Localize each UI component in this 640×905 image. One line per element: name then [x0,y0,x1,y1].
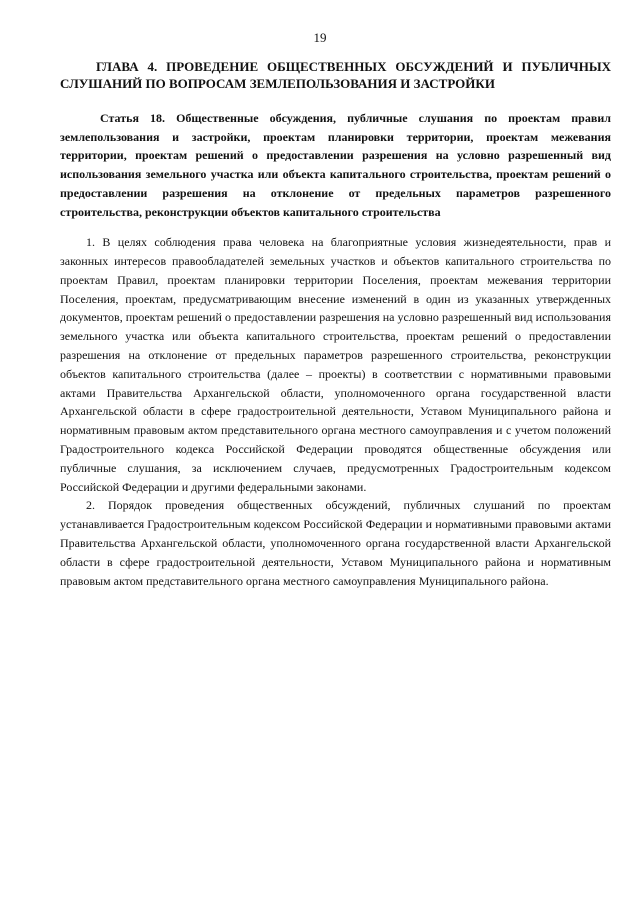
page-number: 19 [313,30,327,45]
chapter-title: ГЛАВА 4. ПРОВЕДЕНИЕ ОБЩЕСТВЕННЫХ ОБСУЖДЕНИЙ И ПУБЛИЧНЫХ СЛУШАНИЙ ПО ВОПРОСАМ ЗЕМЛЕПОЛЬЗОВАНИЯ И ЗАСТРОЙКИ [60,59,611,91]
paragraph-2: 2. Порядок проведения общественных обсуждений, публичных слушаний по проектам устанавливается Градостроительным кодексом Российской Федерации и нормативными правовыми актами Правительства Архангельской области, уполномоченного органа государственной власти Архангельской области в сфере градостроительной деятельности, Уставом Муниципального района и нормативным правовым актом представительного органа местного самоуправления Муниципального района. [60,498,611,588]
page-content [60,58,611,590]
paragraph-1: 1. В целях соблюдения права человека на благоприятные условия жизнедеятельности, прав и законных интересов правообладателей земельных участков и объектов капитального строительства по проектам Правил, проектам планировки территории Поселения, проектам межевания территории Поселения, проектам, предусматривающим внесение изменений в один из указанных утвержденных документов, проектам решений о предоставлении разрешения на условно разрешенный вид использования земельного участка или объекта капитального строительства, проектам решений о предоставлении разрешения на отклонение от предельных параметров разрешенного строительства, реконструкции объектов капитального строительства (далее – проекты) в соответствии с нормативными правовыми актами Правительства Архангельской области, уполномоченного органа государственной власти Архангельской области в сфере градостроительной деятельности, Уставом Муниципального района и нормативным правовым актом представительного органа местного самоуправления и с учетом положений Градостроительного кодекса Российской Федерации проводятся общественные обсуждения или публичные слушания, за исключением случаев, предусмотренных Градостроительным кодексом Российской Федерации и другими федеральными законами. [60,235,611,494]
article-title: Статья 18. Общественные обсуждения, публичные слушания по проектам правил землепользования и застройки, проектам планировки территории, проектам межевания территории, проектам решений о предоставлении разрешения на условно разрешенный вид использования земельного участка или объекта капитального строительства, проектам решений о предоставлении разрешения на отклонение от предельных параметров разрешенного строительства, реконструкции объектов капитального строительства [60,111,611,219]
article-body [60,233,611,590]
